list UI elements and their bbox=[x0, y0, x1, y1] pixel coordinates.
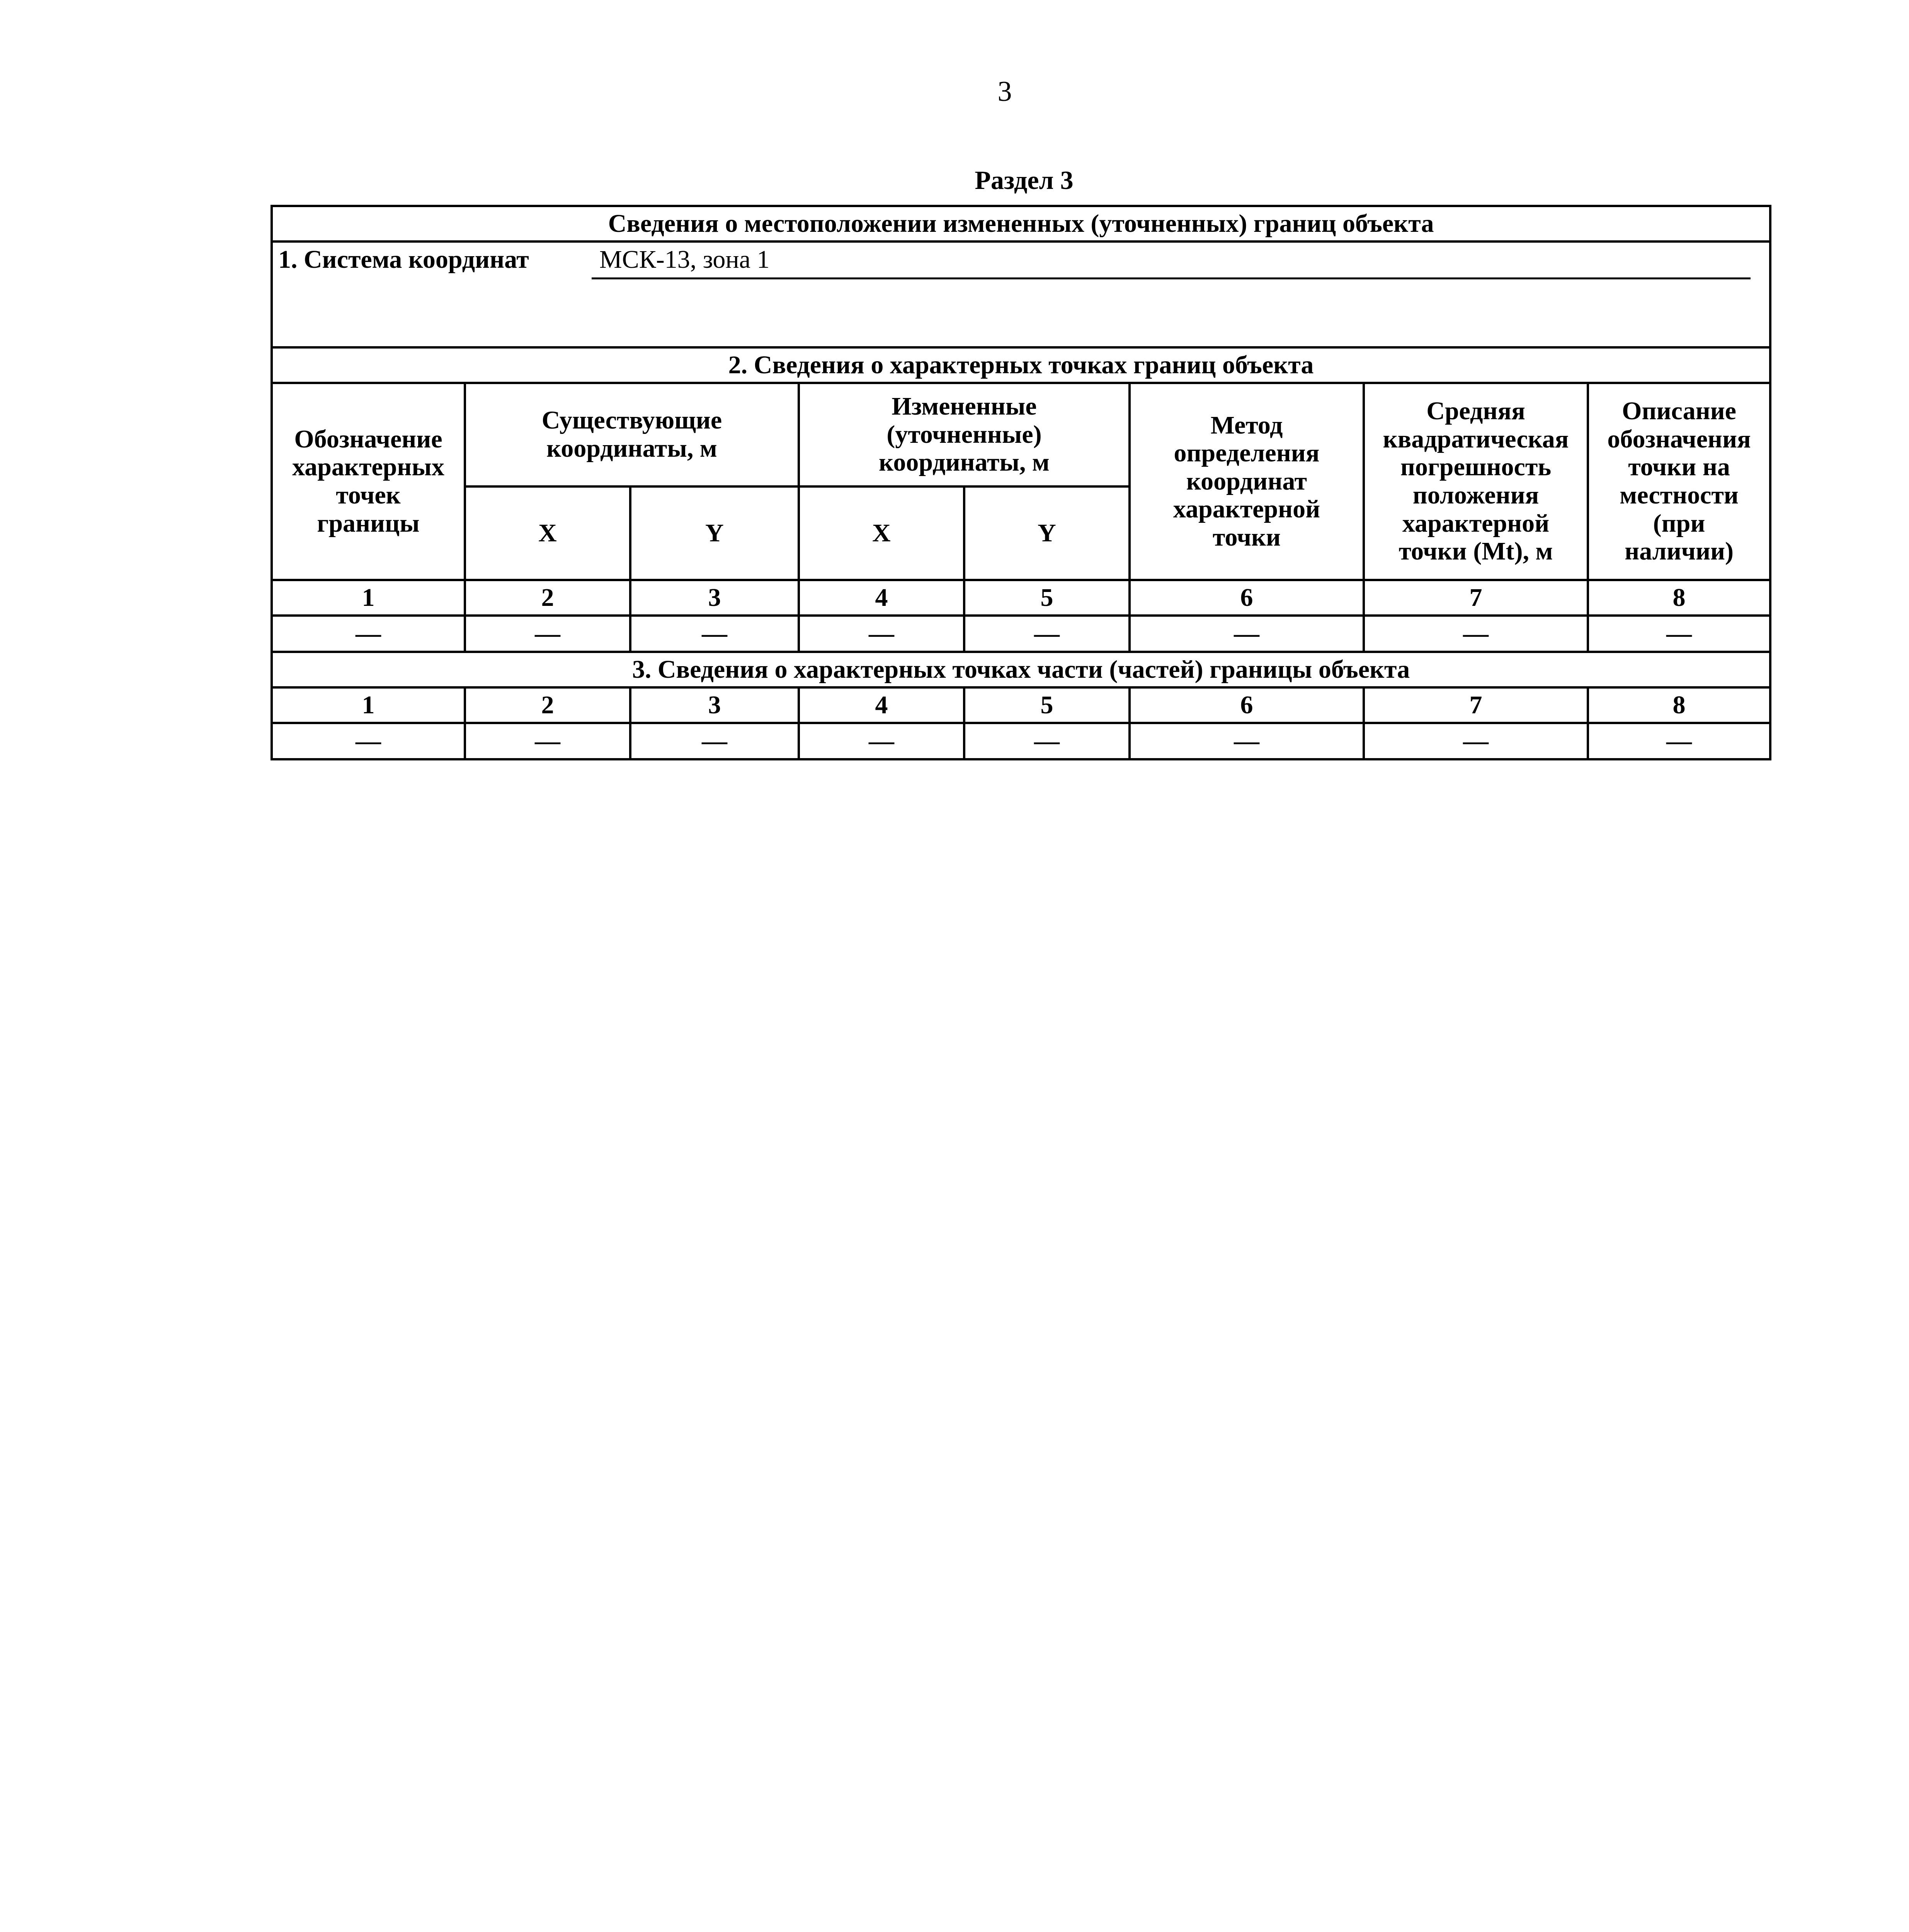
header-changed-y: Y bbox=[964, 486, 1130, 580]
table-cell: — bbox=[1130, 616, 1364, 652]
section3-title: 3. Сведения о характерных точках части (частей) границы объекта bbox=[272, 652, 1770, 687]
table-cell: — bbox=[1588, 723, 1770, 759]
header-point-designation: Обозначение характерных точек границы bbox=[272, 383, 465, 580]
table-cell: — bbox=[1364, 723, 1588, 759]
table-cell: — bbox=[1364, 616, 1588, 652]
page-number: 3 bbox=[997, 76, 1012, 107]
table-cell: — bbox=[272, 616, 465, 652]
table-cell: — bbox=[964, 723, 1130, 759]
table-cell: — bbox=[465, 723, 630, 759]
table-cell: — bbox=[630, 723, 799, 759]
table-cell: — bbox=[1588, 616, 1770, 652]
header-mean-error: Средняя квадратическая погрешность положения характерной точки (Mt), м bbox=[1364, 383, 1588, 580]
section-title: Раздел 3 bbox=[975, 165, 1074, 195]
column-number: 4 bbox=[799, 687, 964, 723]
header-changed-coords: Измененные (уточненные) координаты, м bbox=[799, 383, 1130, 486]
table-cell: — bbox=[1130, 723, 1364, 759]
column-number: 4 bbox=[799, 580, 964, 616]
column-number: 7 bbox=[1364, 580, 1588, 616]
column-number: 1 bbox=[272, 687, 465, 723]
boundary-table bbox=[271, 205, 1771, 760]
table-cell: — bbox=[272, 723, 465, 759]
table-cell: — bbox=[630, 616, 799, 652]
section2-column-numbers bbox=[272, 580, 1770, 616]
header-changed-x: X bbox=[799, 486, 964, 580]
table-cell: — bbox=[465, 616, 630, 652]
column-number: 2 bbox=[465, 687, 630, 723]
header-method: Метод определения координат характерной точки bbox=[1130, 383, 1364, 580]
coord-system-value: МСК-13, зона 1 bbox=[599, 245, 770, 274]
header-description: Описание обозначения точки на местности (при наличии) bbox=[1588, 383, 1770, 580]
table-row bbox=[272, 723, 1770, 759]
header-existing-x: X bbox=[465, 486, 630, 580]
header-existing-coords: Существующие координаты, м bbox=[465, 383, 799, 486]
column-number: 8 bbox=[1588, 687, 1770, 723]
column-number: 3 bbox=[630, 580, 799, 616]
section2-title: 2. Сведения о характерных точках границ объекта bbox=[272, 347, 1770, 383]
header-existing-y: Y bbox=[630, 486, 799, 580]
column-number: 5 bbox=[964, 687, 1130, 723]
coord-system-underline bbox=[592, 277, 1751, 279]
column-number: 6 bbox=[1130, 687, 1364, 723]
coord-system-label: 1. Система координат bbox=[278, 245, 529, 274]
table-row bbox=[272, 616, 1770, 652]
table-cell: — bbox=[799, 723, 964, 759]
column-number: 6 bbox=[1130, 580, 1364, 616]
coord-system-row bbox=[272, 242, 1770, 347]
column-number: 7 bbox=[1364, 687, 1588, 723]
column-number: 1 bbox=[272, 580, 465, 616]
table-title: Сведения о местоположении измененных (уточненных) границ объекта bbox=[272, 206, 1770, 242]
column-number: 3 bbox=[630, 687, 799, 723]
column-number: 8 bbox=[1588, 580, 1770, 616]
table-cell: — bbox=[799, 616, 964, 652]
section3-column-numbers bbox=[272, 687, 1770, 723]
table-cell: — bbox=[964, 616, 1130, 652]
column-number: 5 bbox=[964, 580, 1130, 616]
column-number: 2 bbox=[465, 580, 630, 616]
